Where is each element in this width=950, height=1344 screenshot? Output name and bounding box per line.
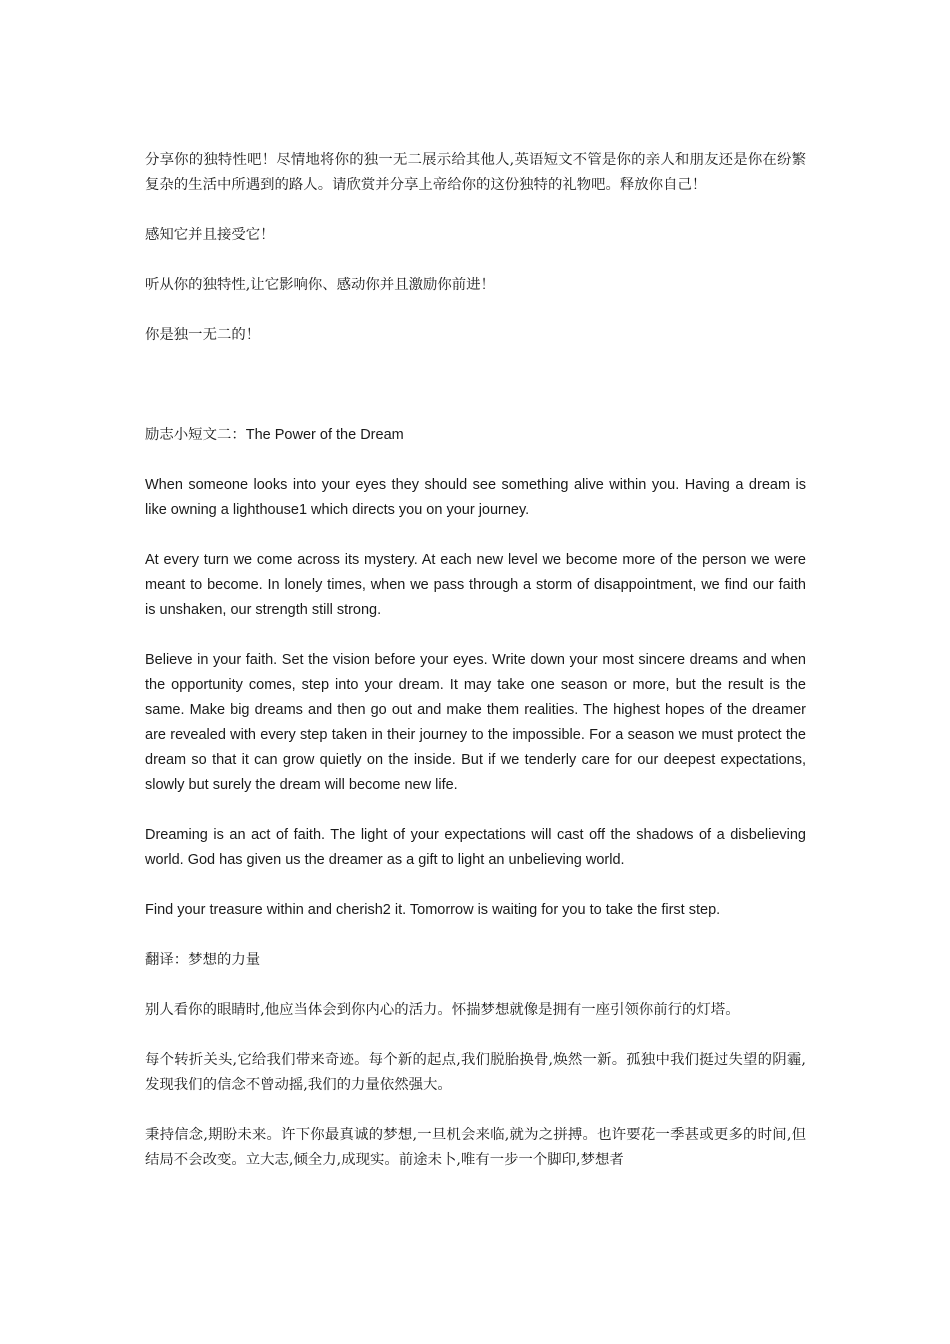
english-paragraph-5: Find your treasure within and cherish2 it. Tomorrow is waiting for you to take the first step. <box>145 902 721 918</box>
english-paragraph-1: When someone looks into your eyes they should see something alive within you. Having a dream is like owning a lighthouse1 which directs you on your journey. <box>145 477 806 518</box>
translation-heading: 翻译：梦想的力量 <box>145 952 261 968</box>
paragraph-follow-uniqueness: 听从你的独特性,让它影响你、感动你并且激励你前进！ <box>145 277 495 293</box>
translation-paragraph-3: 秉持信念,期盼未来。许下你最真诚的梦想,一旦机会来临,就为之拼搏。也许要花一季甚或更多的时间,但结局不会改变。立大志,倾全力,成现实。前途未卜,唯有一步一个脚印,梦想者 <box>145 1127 806 1168</box>
english-paragraph-4: Dreaming is an act of faith. The light of your expectations will cast off the shadows of a disbelieving world. God has given us the dreamer as a gift to light an unbelieving world. <box>145 827 806 868</box>
paragraph-you-are-unique: 你是独一无二的！ <box>145 327 261 343</box>
translation-paragraph-1: 别人看你的眼睛时,他应当体会到你内心的活力。怀揣梦想就像是拥有一座引领你前行的灯塔。 <box>145 1002 740 1018</box>
document-page <box>145 148 806 1173</box>
paragraph-share-uniqueness: 分享你的独特性吧！尽情地将你的独一无二展示给其他人,英语短文不管是你的亲人和朋友还是你在纷繁复杂的生活中所遇到的路人。请欣赏并分享上帝给你的这份独特的礼物吧。释放你自己！ <box>145 152 806 193</box>
english-paragraph-2: At every turn we come across its mystery. At each new level we become more of the person we were meant to become. In lonely times, when we pass through a storm of disappointment, we find our faith is unshaken, our strength still strong. <box>145 552 806 618</box>
english-paragraph-3: Believe in your faith. Set the vision before your eyes. Write down your most sincere dreams and when the opportunity comes, step into your dream. It may take one season or more, but the result is the same. Make big dreams and then go out and make them realities. The highest hopes of the dreamer are revealed with every step taken in their journey to the impossible. For a season we must protect the dream so that it can grow quietly on the inside. But if we tenderly care for our deepest expectations, slowly but surely the dream will become new life. <box>145 652 806 793</box>
translation-paragraph-2: 每个转折关头,它给我们带来奇迹。每个新的起点,我们脱胎换骨,焕然一新。孤独中我们挺过失望的阴霾,发现我们的信念不曾动摇,我们的力量依然强大。 <box>145 1052 806 1093</box>
section-heading <box>145 423 806 448</box>
section-heading-title: The Power of the Dream <box>245 427 404 443</box>
paragraph-perceive-accept: 感知它并且接受它！ <box>145 227 275 243</box>
section-heading-prefix: 励志小短文二： <box>145 427 246 443</box>
